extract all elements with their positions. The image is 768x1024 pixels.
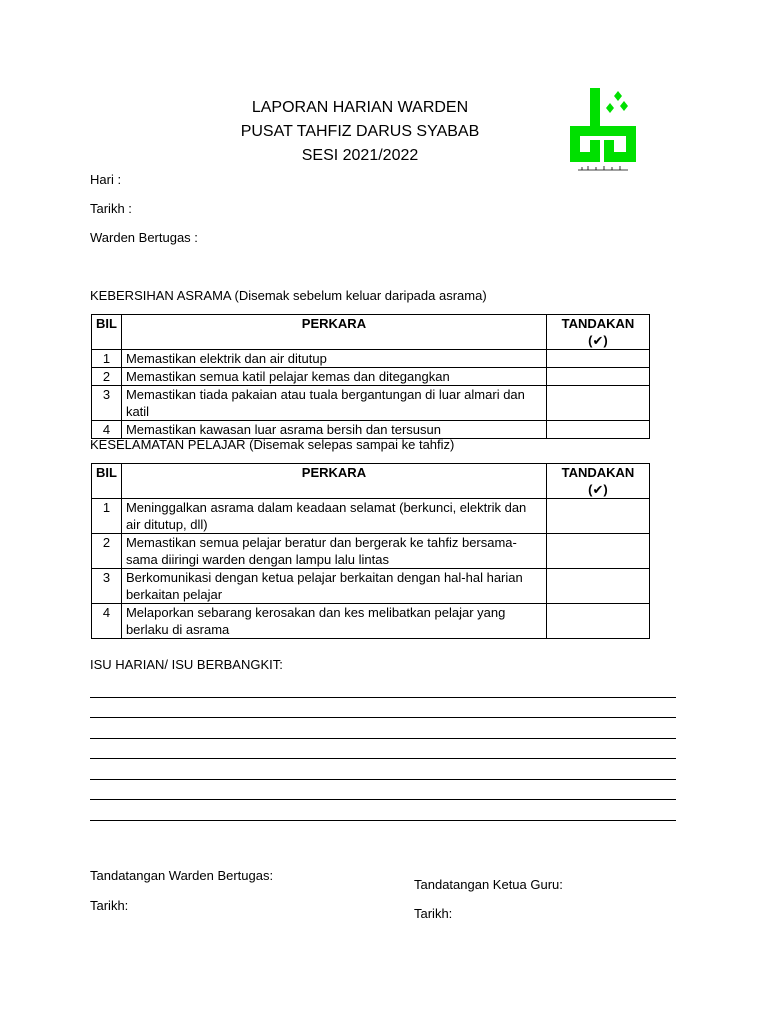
- table-row: [92, 604, 650, 639]
- writing-line[interactable]: [90, 758, 676, 759]
- row-bil: 2: [92, 534, 122, 569]
- table-row: [92, 368, 650, 386]
- title-line-2: PUSAT TAHFIZ DARUS SYABAB: [240, 123, 480, 140]
- row-bil: 3: [92, 386, 122, 421]
- column-header-tandakan: TANDAKAN (✔): [546, 315, 649, 350]
- warden-date-label: Tarikh:: [90, 898, 129, 913]
- row-tandakan-cell[interactable]: [546, 604, 649, 639]
- row-perkara: Meninggalkan asrama dalam keadaan selamat (berkunci, elektrik dan air ditutup, dll): [121, 499, 546, 534]
- row-perkara: Memastikan semua katil pelajar kemas dan ditegangkan: [121, 368, 546, 386]
- row-perkara: Memastikan tiada pakaian atau tuala bergantungan di luar almari dan katil: [121, 386, 546, 421]
- row-bil: 4: [92, 604, 122, 639]
- column-header-perkara: PERKARA: [121, 464, 546, 499]
- table-row: [92, 534, 650, 569]
- row-perkara: Memastikan elektrik dan air ditutup: [121, 350, 546, 368]
- row-tandakan-cell[interactable]: [546, 368, 649, 386]
- isu-harian-heading: ISU HARIAN/ ISU BERBANGKIT:: [90, 657, 283, 672]
- section-kebersihan-heading: KEBERSIHAN ASRAMA (Disemak sebelum keluar daripada asrama): [90, 288, 487, 303]
- row-bil: 4: [92, 421, 122, 439]
- row-bil: 1: [92, 499, 122, 534]
- writing-line[interactable]: [90, 738, 676, 739]
- row-perkara: Memastikan kawasan luar asrama bersih dan tersusun: [121, 421, 546, 439]
- row-perkara: Melaporkan sebarang kerosakan dan kes melibatkan pelajar yang berlaku di asrama: [121, 604, 546, 639]
- table-row: [92, 350, 650, 368]
- row-tandakan-cell[interactable]: [546, 534, 649, 569]
- row-bil: 1: [92, 350, 122, 368]
- writing-line[interactable]: [90, 717, 676, 718]
- title-line-1: LAPORAN HARIAN WARDEN: [251, 99, 469, 116]
- darus-syabab-logo-icon: [568, 88, 640, 176]
- table-row: [92, 386, 650, 421]
- ketua-guru-signature-label: Tandatangan Ketua Guru:: [414, 877, 563, 892]
- keselamatan-table: [91, 463, 650, 639]
- row-tandakan-cell[interactable]: [546, 421, 649, 439]
- table-header-row: [92, 315, 650, 350]
- table-header-row: [92, 464, 650, 499]
- column-header-bil: BIL: [92, 464, 122, 499]
- ketua-guru-date-label: Tarikh:: [414, 906, 453, 921]
- section-keselamatan-heading: KESELAMATAN PELAJAR (Disemak selepas sampai ke tahfiz): [90, 437, 455, 452]
- row-perkara: Berkomunikasi dengan ketua pelajar berkaitan dengan hal-hal harian berkaitan pelajar: [121, 569, 546, 604]
- column-header-tandakan: TANDAKAN (✔): [546, 464, 649, 499]
- writing-line[interactable]: [90, 820, 676, 821]
- table-row: [92, 569, 650, 604]
- row-tandakan-cell[interactable]: [546, 386, 649, 421]
- kebersihan-table: [91, 314, 650, 439]
- table-row: [92, 499, 650, 534]
- title-line-3: SESI 2021/2022: [301, 147, 419, 164]
- row-bil: 3: [92, 569, 122, 604]
- row-perkara: Memastikan semua pelajar beratur dan bergerak ke tahfiz bersama-sama diiringi warden dengan lampu lalu lintas: [121, 534, 546, 569]
- column-header-perkara: PERKARA: [121, 315, 546, 350]
- table-row: [92, 421, 650, 439]
- column-header-bil: BIL: [92, 315, 122, 350]
- tarikh-field: Tarikh :: [90, 201, 132, 216]
- row-tandakan-cell[interactable]: [546, 499, 649, 534]
- row-bil: 2: [92, 368, 122, 386]
- hari-field: Hari :: [90, 172, 122, 187]
- warden-signature-label: Tandatangan Warden Bertugas:: [90, 868, 274, 883]
- writing-line[interactable]: [90, 779, 676, 780]
- writing-line[interactable]: [90, 799, 676, 800]
- warden-bertugas-field: Warden Bertugas :: [90, 230, 198, 245]
- writing-line[interactable]: [90, 697, 676, 698]
- row-tandakan-cell[interactable]: [546, 350, 649, 368]
- row-tandakan-cell[interactable]: [546, 569, 649, 604]
- page-title: [160, 96, 560, 168]
